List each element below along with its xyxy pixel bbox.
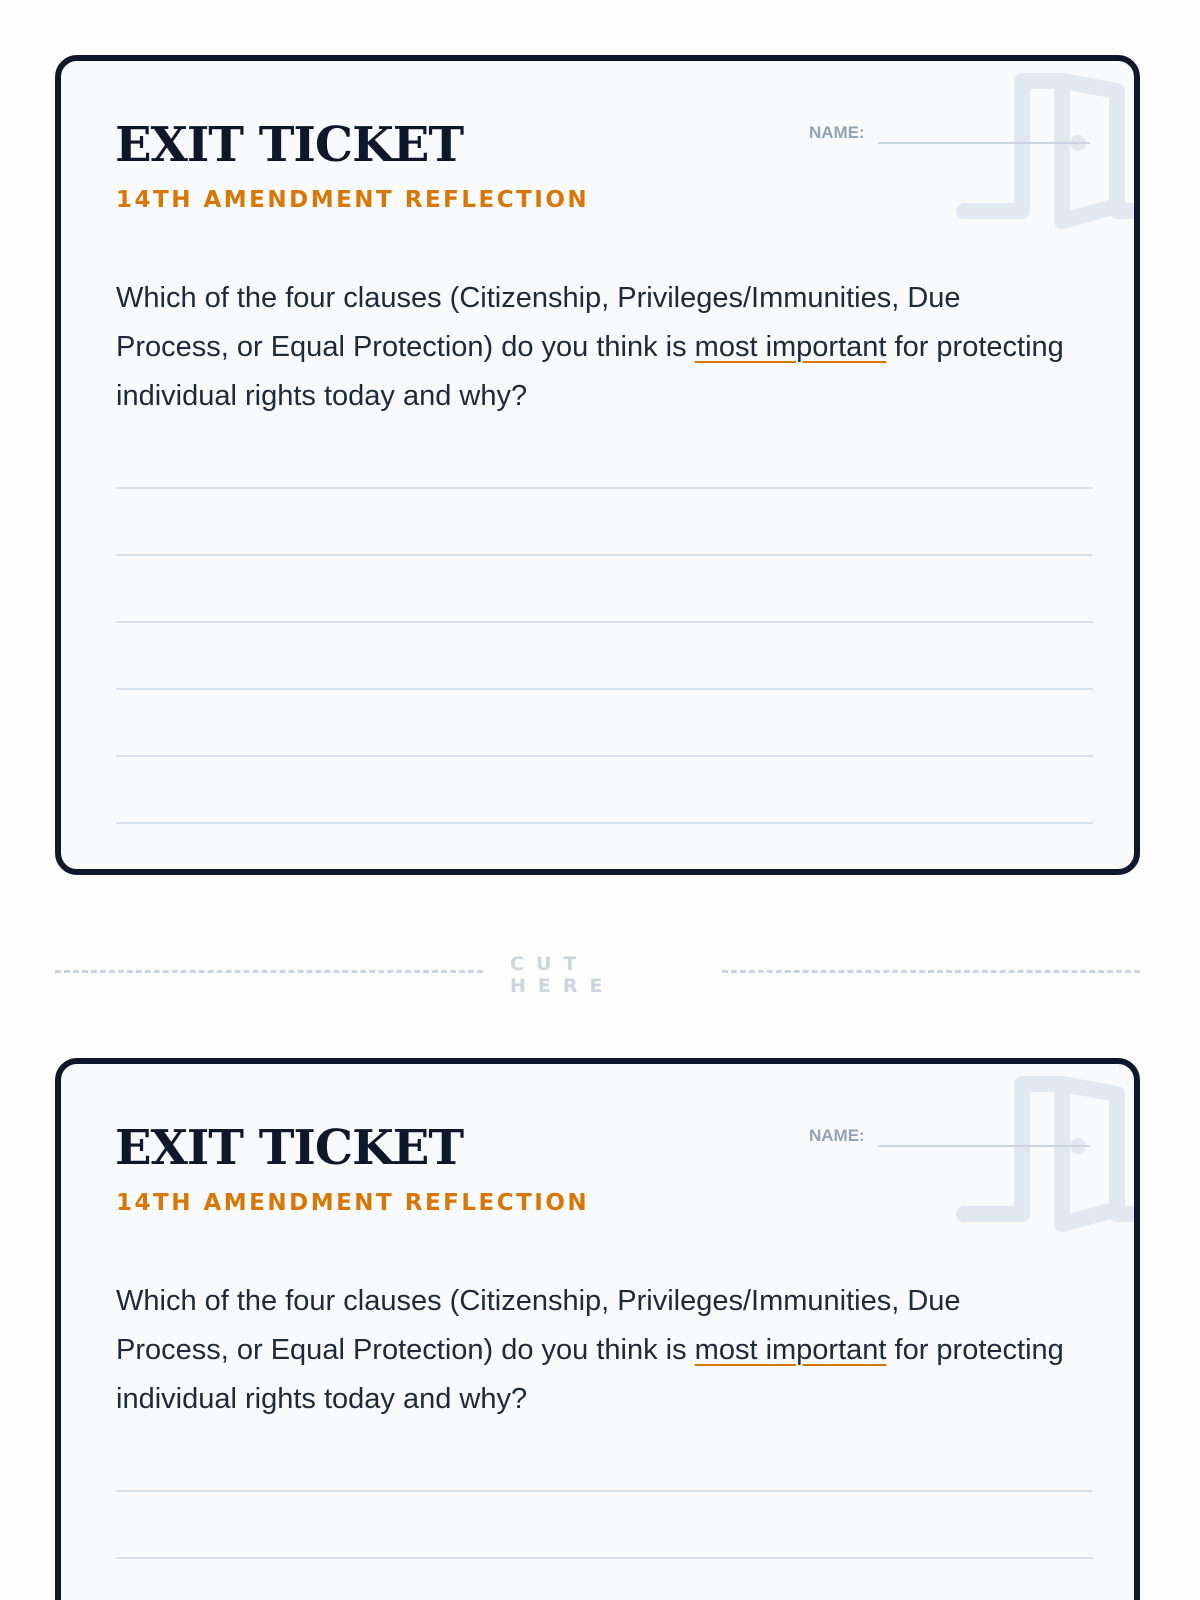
- question-text-part: for protecting individual rights today and why?: [116, 1334, 1064, 1415]
- ticket-title: EXIT TICKET: [115, 117, 464, 173]
- door-icon: [952, 61, 1140, 241]
- ticket-subtitle: 14TH AMENDMENT REFLECTION: [116, 187, 590, 213]
- ticket-subtitle: 14TH AMENDMENT REFLECTION: [116, 1190, 590, 1216]
- answer-line[interactable]: [116, 1557, 1093, 1559]
- question-text-part: for protecting individual rights today and why?: [116, 331, 1064, 412]
- question-text: [116, 1277, 1076, 1424]
- answer-line[interactable]: [116, 487, 1093, 489]
- ticket-title: EXIT TICKET: [115, 1120, 464, 1176]
- answer-line[interactable]: [116, 822, 1093, 824]
- question-emphasis: most important: [694, 331, 887, 363]
- cut-label: CUT HERE: [510, 953, 615, 997]
- question-text: [116, 274, 1076, 421]
- name-field[interactable]: [878, 1145, 1090, 1147]
- door-icon: [952, 1064, 1140, 1244]
- answer-line[interactable]: [116, 621, 1093, 623]
- answer-line[interactable]: [116, 688, 1093, 690]
- question-text-part: Which of the four clauses (Citizenship, Privileges/Immunities, Due Process, or Equal Protection) do you think is: [116, 282, 961, 363]
- name-field[interactable]: [878, 142, 1090, 144]
- name-label: NAME:: [809, 123, 865, 142]
- cut-dashed-line: [55, 970, 483, 973]
- answer-line[interactable]: [116, 554, 1093, 556]
- exit-ticket-card: [55, 1058, 1140, 1600]
- cut-dashed-line: [722, 970, 1140, 973]
- question-emphasis: most important: [694, 1334, 887, 1366]
- answer-line[interactable]: [116, 1490, 1093, 1492]
- question-text-part: Which of the four clauses (Citizenship, Privileges/Immunities, Due Process, or Equal Protection) do you think is: [116, 1285, 961, 1366]
- answer-line[interactable]: [116, 755, 1093, 757]
- cut-divider: [55, 945, 1140, 997]
- exit-ticket-card: [55, 55, 1140, 875]
- name-label: NAME:: [809, 1126, 865, 1145]
